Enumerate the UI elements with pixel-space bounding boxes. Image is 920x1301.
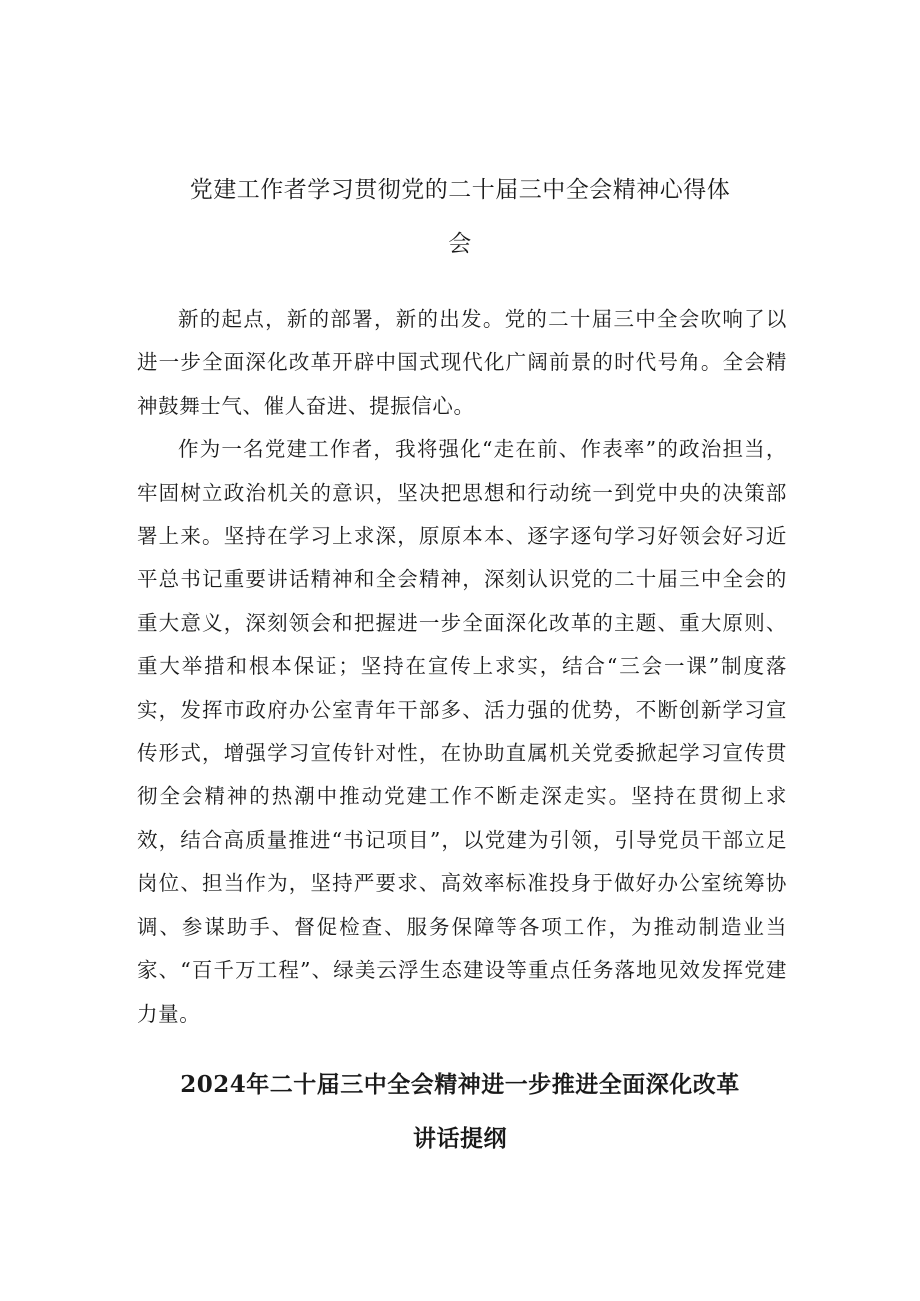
section-1-title-line-1: 党建工作者学习贯彻党的二十届三中全会精神心得体 xyxy=(189,177,731,203)
section-1-title xyxy=(150,163,770,271)
section-1-paragraph-1: 新的起点，新的部署，新的出发。党的二十届三中全会吹响了以进一步全面深化改革开辟中国式现代化广阔前景的时代号角。全会精神鼓舞士气、催人奋进、提振信心。 xyxy=(137,307,787,418)
section-1-title-line-2: 会 xyxy=(448,231,472,257)
section-2-title-line-2: 讲话提纲 xyxy=(413,1125,507,1152)
section-2-title-line-1: 2024年二十届三中全会精神进一步推进全面深化改革 xyxy=(180,1071,740,1098)
section-1-paragraph-2: 作为一名党建工作者，我将强化“走在前、作表率”的政治担当，牢固树立政治机关的意识，坚决把思想和行动统一到党中央的决策部署上来。坚持在学习上求深，原原本本、逐字逐句学习好领会好习近平总书记重要讲话精神和全会精神，深刻认识党的二十届三中全会的重大意义，深刻领会和把握进一步全面深化改革的主题、重大原则、重大举措和根本保证；坚持在宣传上求实，结合“三会一课”制度落实，发挥市政府办公室青年干部多、活力强的优势，不断创新学习宣传形式，增强学习宣传针对性，在协助直属机关党委掀起学习宣传贯彻全会精神的热潮中推动党建工作不断走深走实。坚持在贯彻上求效，结合高质量推进“书记项目”，以党建为引领，引导党员干部立足岗位、担当作为，坚持严要求、高效率标准投身于做好办公室统筹协调、参谋助手、督促检查、服务保障等各项工作，为推动制造业当家、“百千万工程”、绿美云浮生态建设等重点任务落地见效发挥党建力量。 xyxy=(137,437,787,1026)
section-1-body xyxy=(137,298,787,1036)
section-2-title xyxy=(150,1058,770,1166)
